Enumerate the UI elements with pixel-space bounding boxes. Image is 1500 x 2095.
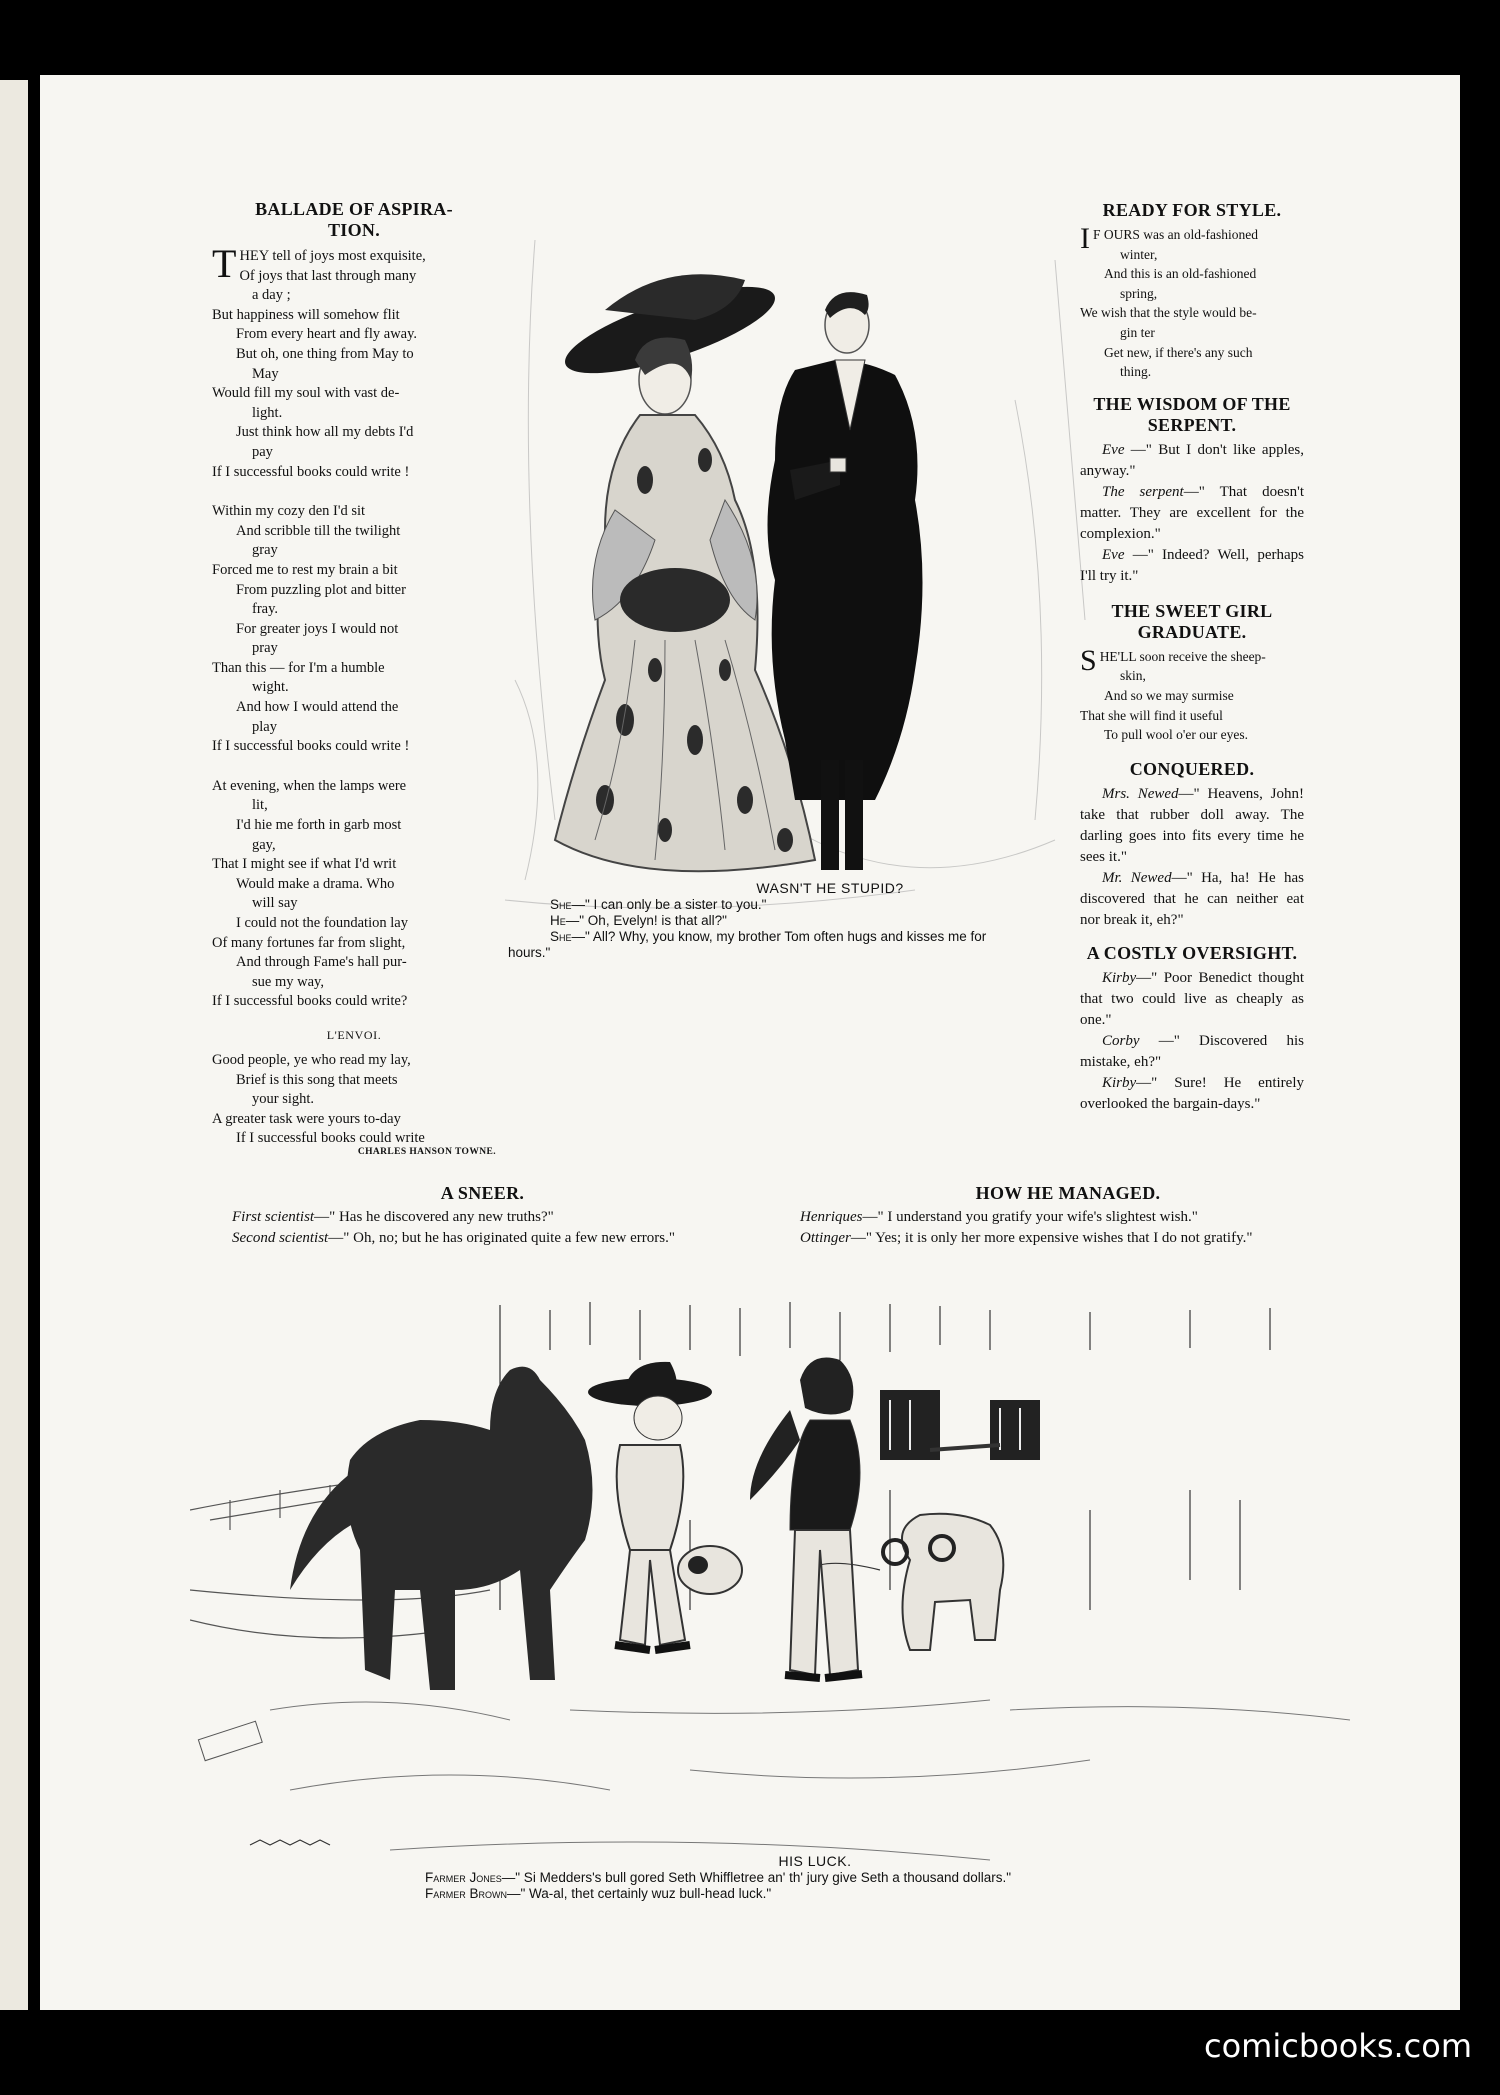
speaker: She <box>550 897 572 912</box>
caption-line-2 <box>510 913 1110 929</box>
verse-line: wight. <box>252 679 289 696</box>
bulldog-shape <box>678 1546 742 1594</box>
sneer-joke <box>210 1183 755 1249</box>
farm-drawing <box>190 1290 1370 1890</box>
how-he-managed-text <box>778 1207 1358 1249</box>
ballade-title <box>212 199 496 241</box>
verse-line: gin ter <box>1120 324 1155 340</box>
speaker: Mr. Newed <box>1102 869 1172 886</box>
title-line: THE SWEET GIRL <box>1111 600 1273 621</box>
paragraph <box>1080 545 1304 587</box>
verse-line: Brief is this song that meets <box>236 1071 398 1088</box>
paragraph <box>778 1207 1358 1228</box>
paragraph <box>1080 1031 1304 1073</box>
verse-line: Get new, if there's any such <box>1104 344 1253 360</box>
paragraph <box>210 1207 755 1228</box>
ballade-poem <box>212 199 496 1157</box>
verse-line: play <box>252 718 277 735</box>
graduate-title <box>1080 601 1304 643</box>
dialogue: —" Ha, ha! He has discovered that he can neither eat nor break it, eh?" <box>1080 869 1304 928</box>
speaker: Second scientist <box>232 1230 329 1246</box>
man-coat-shape <box>768 360 923 800</box>
verse-line: HEY tell of joys most exquisite, <box>239 248 426 264</box>
dialogue: —" Wa-al, thet certainly wuz bull-head luck." <box>507 1886 772 1901</box>
dialogue: —" Yes; it is only her more expensive wishes that I do not gratify." <box>850 1230 1253 1246</box>
farm-illustration <box>190 1290 1370 1890</box>
dialogue: —" Oh, no; but he has originated quite a few new errors." <box>328 1230 675 1246</box>
ready-for-style-poem <box>1080 222 1304 382</box>
dialogue: —" Oh, Evelyn! is that all?" <box>565 913 727 928</box>
verse-line: I could not the foundation lay <box>236 915 408 931</box>
verse-line: And so we may surmise <box>1104 687 1234 703</box>
verse-line: But oh, one thing from May to <box>236 345 414 362</box>
verse-line: gray <box>252 542 278 559</box>
verse-line: a day ; <box>252 287 291 304</box>
caption-title: HIS LUCK. <box>778 1853 852 1869</box>
caption-line-2 <box>425 1886 1205 1902</box>
dialogue: —" That doesn't matter. They are excellent for the complexion." <box>1080 483 1304 542</box>
verse-line: fray. <box>252 601 279 618</box>
verse-line: pay <box>252 443 273 460</box>
envoi-title: L'ENVOI. <box>326 1027 382 1042</box>
verse-line: And through Fame's hall pur- <box>236 954 407 971</box>
dialogue: —" Discovered his mistake, eh?" <box>1080 1032 1304 1070</box>
dialogue: —" Si Medders's bull gored Seth Whiffletree an' th' jury give Seth a thousand dollars." <box>501 1870 1012 1885</box>
verse-line: lit, <box>252 797 268 814</box>
sneer-text <box>210 1207 755 1249</box>
verse-line: Would fill my soul with vast de- <box>212 385 400 402</box>
ballade-stanza-2 <box>212 502 496 757</box>
verse-line: Would make a drama. Who <box>236 875 395 892</box>
dialogue: —" All? Why, you know, my brother Tom often hugs and kisses me for <box>571 929 987 944</box>
speaker: Farmer Brown <box>425 1886 507 1901</box>
couple-illustration <box>495 200 1095 920</box>
title-line: GRADUATE. <box>1137 621 1247 642</box>
serpent-text <box>1080 440 1304 587</box>
verse-line: Just think how all my debts I'd <box>236 424 414 441</box>
ballade-stanza-3 <box>212 777 496 1012</box>
paragraph <box>1080 1073 1304 1115</box>
speaker: Ottinger <box>800 1230 851 1246</box>
verse-line: Than this — for I'm a humble <box>212 659 385 676</box>
paragraph <box>778 1228 1358 1249</box>
speaker: Corby <box>1102 1032 1140 1049</box>
serpent-title <box>1080 394 1304 436</box>
horse-shape <box>347 1367 593 1690</box>
verse-line: And how I would attend the <box>236 699 399 716</box>
title-line: THE WISDOM OF THE <box>1093 393 1291 414</box>
couple-drawing <box>495 200 1095 920</box>
verse-line: Of joys that last through many <box>239 267 417 284</box>
graduate-poem <box>1080 643 1304 745</box>
barn-window-right <box>990 1400 1040 1460</box>
verse-line: But happiness will somehow flit <box>212 306 400 323</box>
costly-oversight-title: A COSTLY OVERSIGHT. <box>1086 942 1298 963</box>
verse-line: Of many fortunes far from slight, <box>212 934 406 951</box>
speaker: Kirby <box>1102 1074 1137 1091</box>
speaker: She <box>550 929 572 944</box>
costly-oversight-text <box>1080 968 1304 1115</box>
right-column <box>1080 200 1304 1115</box>
title-line: SERPENT. <box>1147 414 1237 435</box>
dialogue: —" Indeed? Well, perhaps I'll try it." <box>1080 546 1304 584</box>
verse-line: That she will find it useful <box>1080 707 1223 723</box>
verse-line: thing. <box>1120 364 1152 380</box>
conquered-text <box>1080 784 1304 931</box>
ballade-author: CHARLES HANSON TOWNE. <box>357 1146 496 1157</box>
verse-line: light. <box>252 404 283 421</box>
verse-line: I'd hie me forth in garb most <box>236 817 402 834</box>
verse-line: will say <box>252 895 298 912</box>
paragraph <box>1080 868 1304 931</box>
speaker: Eve <box>1102 546 1125 563</box>
dialogue: —" Poor Benedict thought that two could live as cheaply as one." <box>1080 969 1304 1028</box>
verse-line: At evening, when the lamps were <box>212 777 407 794</box>
ballade-envoi <box>212 1051 496 1149</box>
verse-line: May <box>252 365 279 382</box>
verse-line: Within my cozy den I'd sit <box>212 503 366 520</box>
muff-shape <box>620 568 730 632</box>
verse-line: spring, <box>1120 285 1158 301</box>
verse-line: winter, <box>1120 246 1158 262</box>
verse-line: A greater task were yours to-day <box>212 1110 401 1127</box>
farm-caption <box>425 1853 1205 1902</box>
verse-line: That I might see if what I'd writ <box>212 856 397 873</box>
verse-line: Good people, ye who read my lay, <box>212 1051 411 1068</box>
caption-line-1 <box>510 897 1110 913</box>
conquered-title: CONQUERED. <box>1129 758 1255 779</box>
paragraph <box>1080 482 1304 545</box>
verse-line: And scribble till the twilight <box>236 522 401 539</box>
verse-line: We wish that the style would be- <box>1080 305 1257 321</box>
verse-line: From every heart and fly away. <box>236 326 418 343</box>
paragraph <box>1080 440 1304 482</box>
site-watermark: comicbooks.com <box>1203 2027 1472 2065</box>
verse-line: To pull wool o'er our eyes. <box>1104 727 1248 743</box>
dialogue: —" I can only be a sister to you." <box>571 897 767 912</box>
dialogue: —" Has he discovered any new truths?" <box>314 1209 554 1225</box>
drop-cap: I <box>1080 222 1090 255</box>
paragraph <box>1080 968 1304 1031</box>
verse-line: If I successful books could write <box>236 1130 425 1147</box>
speaker: Mrs. Newed <box>1102 785 1179 802</box>
verse-line: Forced me to rest my brain a bit <box>212 561 398 578</box>
verse-line: And this is an old-fashioned <box>1104 266 1257 282</box>
speaker: He <box>550 913 566 928</box>
couple-caption <box>510 880 1110 961</box>
verse-line: If I successful books could write? <box>212 993 408 1010</box>
adjacent-page-edge <box>0 80 28 2010</box>
ram-shape <box>902 1514 1003 1650</box>
speaker: Kirby <box>1102 969 1137 986</box>
verse-line: If I successful books could write ! <box>212 738 410 755</box>
caption-line-3 <box>510 929 1110 945</box>
ballade-title-line2: TION. <box>327 220 380 240</box>
verse-line: your sight. <box>252 1091 315 1108</box>
verse-line: gay, <box>252 836 276 853</box>
drop-cap: S <box>1080 643 1097 677</box>
caption-line-4: hours." <box>508 945 551 960</box>
verse-line: sue my way, <box>252 973 324 990</box>
dialogue: —" I understand you gratify your wife's slightest wish." <box>862 1209 1198 1225</box>
verse-line: From puzzling plot and bitter <box>236 581 406 598</box>
caption-line-1 <box>425 1870 1205 1886</box>
sneer-title: A SNEER. <box>440 1183 525 1203</box>
speaker: Farmer Jones <box>425 1870 502 1885</box>
ballade-title-line1: BALLADE OF ASPIRA- <box>255 199 453 219</box>
speaker: The serpent <box>1102 483 1184 500</box>
how-he-managed-joke <box>778 1183 1358 1249</box>
speaker: First scientist <box>232 1209 315 1225</box>
ballade-stanza-1 <box>212 241 496 482</box>
verse-line: pray <box>252 640 278 657</box>
caption-title: WASN'T HE STUPID? <box>756 880 904 896</box>
verse-line: HE'LL soon receive the sheep- <box>1099 648 1266 664</box>
verse-line: F OURS was an old-fashioned <box>1093 227 1258 242</box>
verse-line: If I successful books could write ! <box>212 463 410 480</box>
dialogue: —" But I don't like apples, anyway." <box>1080 441 1304 479</box>
speaker: Henriques <box>800 1209 863 1225</box>
dialogue: —" Sure! He entirely overlooked the bargain-days." <box>1080 1074 1304 1112</box>
paragraph <box>1080 784 1304 868</box>
paragraph <box>210 1228 755 1249</box>
ready-for-style-title: READY FOR STYLE. <box>1102 200 1282 220</box>
speaker: Eve <box>1102 441 1125 458</box>
verse-line: skin, <box>1120 668 1146 684</box>
verse-line: For greater joys I would not <box>236 620 399 637</box>
magazine-page <box>40 75 1460 2010</box>
how-he-managed-title: HOW HE MANAGED. <box>975 1183 1161 1203</box>
drop-cap: T <box>212 241 237 286</box>
dialogue: —" Heavens, John! take that rubber doll away. The darling goes into fits every time he sees it." <box>1080 785 1304 865</box>
